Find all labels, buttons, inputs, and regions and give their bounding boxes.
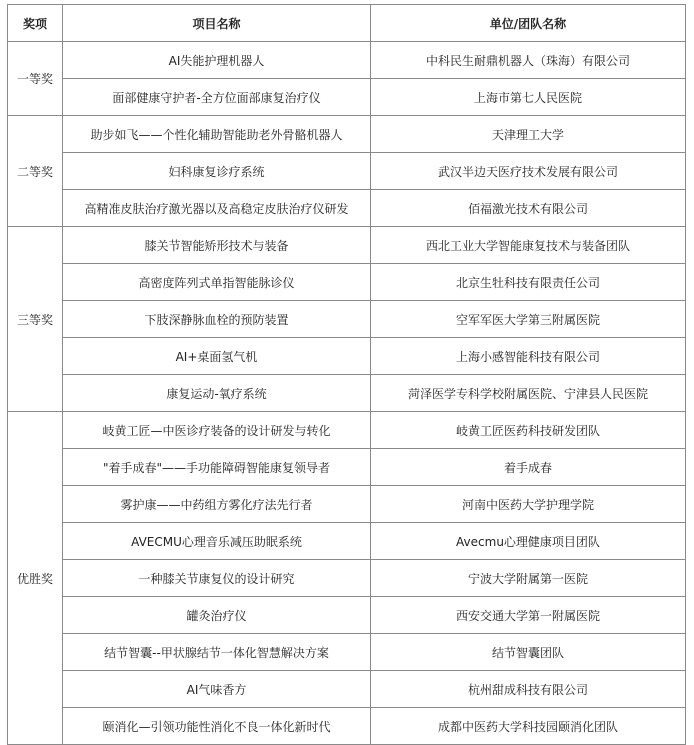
header-row	[8, 5, 686, 42]
header-award: 奖项	[8, 5, 63, 42]
organization-cell: 西北工业大学智能康复技术与装备团队	[371, 227, 686, 264]
project-name-cell: 康复运动-氧疗系统	[63, 375, 371, 412]
table-row	[8, 708, 686, 745]
award-level-cell: 三等奖	[8, 227, 63, 412]
header-org: 单位/团队名称	[371, 5, 686, 42]
project-name-cell: 岐黄工匠—中医诊疗装备的设计研发与转化	[63, 412, 371, 449]
table-row	[8, 264, 686, 301]
project-name-cell: 结节智囊--甲状腺结节一体化智慧解决方案	[63, 634, 371, 671]
organization-cell: 佰福激光技术有限公司	[371, 190, 686, 227]
project-name-cell: 高密度阵列式单指智能脉诊仪	[63, 264, 371, 301]
project-name-cell: 膝关节智能矫形技术与装备	[63, 227, 371, 264]
organization-cell: 武汉半边天医疗技术发展有限公司	[371, 153, 686, 190]
table-row	[8, 560, 686, 597]
project-name-cell: 颐消化—引领功能性消化不良一体化新时代	[63, 708, 371, 745]
organization-cell: 宁波大学附属第一医院	[371, 560, 686, 597]
organization-cell: 上海市第七人民医院	[371, 79, 686, 116]
project-name-cell: AVECMU心理音乐减压助眠系统	[63, 523, 371, 560]
award-level-cell: 优胜奖	[8, 412, 63, 745]
organization-cell: 西安交通大学第一附属医院	[371, 597, 686, 634]
project-name-cell: AI气味香方	[63, 671, 371, 708]
organization-cell: 上海小感智能科技有限公司	[371, 338, 686, 375]
table-row	[8, 375, 686, 412]
organization-cell: 结节智囊团队	[371, 634, 686, 671]
project-name-cell: AI失能护理机器人	[63, 42, 371, 79]
table-row	[8, 79, 686, 116]
table-row	[8, 634, 686, 671]
table-row	[8, 412, 686, 449]
table-row	[8, 523, 686, 560]
table-row	[8, 486, 686, 523]
award-level-cell: 一等奖	[8, 42, 63, 116]
project-name-cell: 妇科康复诊疗系统	[63, 153, 371, 190]
table-row	[8, 227, 686, 264]
organization-cell: 天津理工大学	[371, 116, 686, 153]
organization-cell: 河南中医药大学护理学院	[371, 486, 686, 523]
project-name-cell: 下肢深静脉血栓的预防装置	[63, 301, 371, 338]
organization-cell: 杭州甜成科技有限公司	[371, 671, 686, 708]
table-row	[8, 449, 686, 486]
organization-cell: 空军军医大学第三附属医院	[371, 301, 686, 338]
project-name-cell: 罐灸治疗仪	[63, 597, 371, 634]
table-row	[8, 190, 686, 227]
award-level-cell: 二等奖	[8, 116, 63, 227]
organization-cell: 岐黄工匠医药科技研发团队	[371, 412, 686, 449]
awards-table	[7, 4, 686, 745]
table-row	[8, 42, 686, 79]
project-name-cell: 雾护康——中药组方雾化疗法先行者	[63, 486, 371, 523]
project-name-cell: 助步如飞——个性化辅助智能助老外骨骼机器人	[63, 116, 371, 153]
table-row	[8, 301, 686, 338]
project-name-cell: 面部健康守护者-全方位面部康复治疗仪	[63, 79, 371, 116]
organization-cell: 着手成春	[371, 449, 686, 486]
table-row	[8, 153, 686, 190]
project-name-cell: "着手成春"——手功能障碍智能康复领导者	[63, 449, 371, 486]
organization-cell: 成都中医药大学科技园颐消化团队	[371, 708, 686, 745]
table-row	[8, 338, 686, 375]
project-name-cell: AI+桌面氢气机	[63, 338, 371, 375]
project-name-cell: 一种膝关节康复仪的设计研究	[63, 560, 371, 597]
organization-cell: 中科民生耐鼎机器人（珠海）有限公司	[371, 42, 686, 79]
awards-table-body	[8, 42, 686, 745]
header-project: 项目名称	[63, 5, 371, 42]
table-row	[8, 116, 686, 153]
organization-cell: Avecmu心理健康项目团队	[371, 523, 686, 560]
organization-cell: 菏泽医学专科学校附属医院、宁津县人民医院	[371, 375, 686, 412]
table-row	[8, 597, 686, 634]
table-row	[8, 671, 686, 708]
project-name-cell: 高精准皮肤治疗激光器以及高稳定皮肤治疗仪研发	[63, 190, 371, 227]
organization-cell: 北京生牡科技有限责任公司	[371, 264, 686, 301]
